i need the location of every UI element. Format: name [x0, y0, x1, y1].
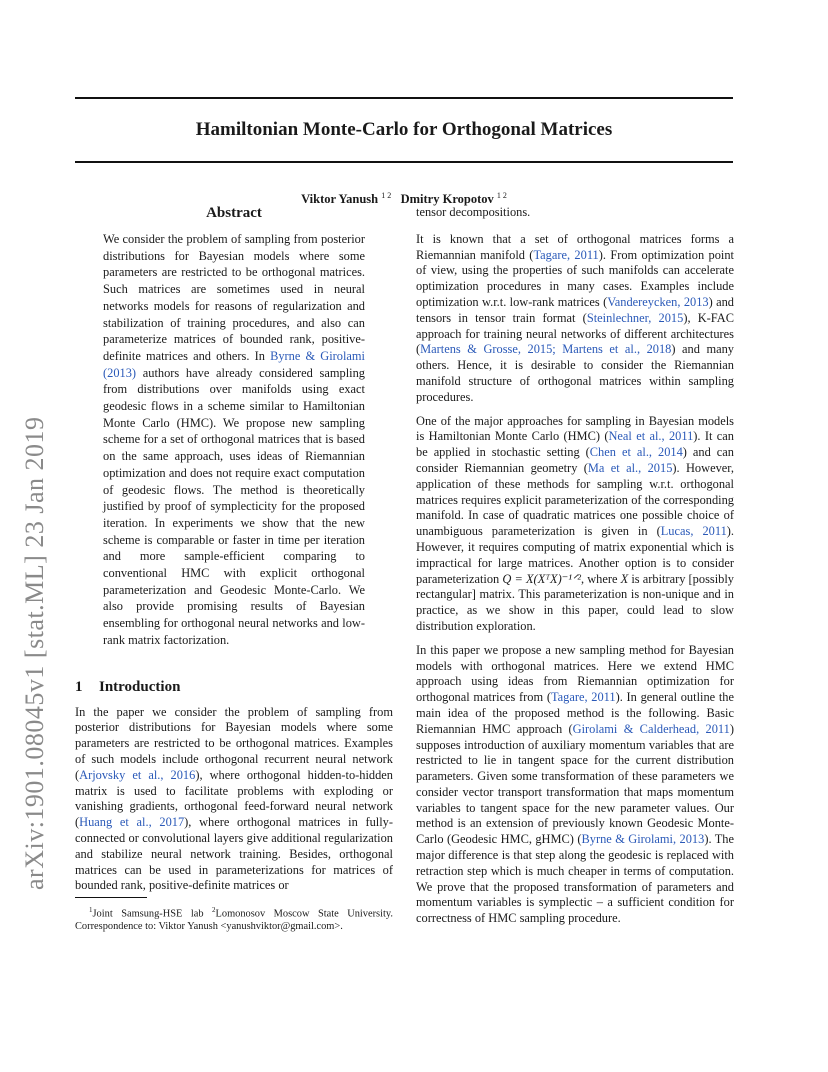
abstract-text: We consider the problem of sampling from posterior distributions for Bayesian models where some parameters are restricted to be orthogonal matrices. Such matrices are sometimes used in neural networks models for reasons of regularization and stabilization of training procedures, and also can parameterize matrices of bounded rank, positive-definite matrices and others. In Byrne & Girolami (2013) authors have already considered sampling from distributions over manifolds using exact geodesic flows in a scheme similar to Hamiltonian Monte Carlo (HMC). We propose new sampling scheme for a set of orthogonal matrices that is based on the same approach, uses ideas of Riemannian optimization and does not require exact computation of geodesic flows. The method is theoretically justified by proof of symplecticity for the proposed iteration. In experiments we show that the new scheme is comparable or faster in time per iteration and more sample-efficient comparing to conventional HMC with explicit orthogonal parameterization and Geodesic Monte-Carlo. We also provide promising results of Bayesian ensembling for orthogonal neural networks and low-rank matrix factorization. — [103, 232, 365, 647]
citation-link[interactable]: Neal et al., 2011 — [608, 429, 694, 444]
author-affiliation: 1 2 — [496, 191, 507, 200]
author-name: Dmitry Kropotov — [400, 192, 494, 207]
body-paragraph: It is known that a set of orthogonal matrices forms a Riemannian manifold (Tagare, 2011). From optimization point of view, using the properties of such manifolds can accelerate optimization procedures in many cases. Examples include optimization w.r.t. low-rank matrices (Vandereycken, 2013) and tensors in tensor train format (Steinlechner, 2015), K-FAC approach for training neural networks of different architectures (Martens & Grosse, 2015; Martens et al., 2018) and many others. Hence, it is desirable to consider the Riemannian manifold structure of orthogonal matrices within sampling procedures. — [416, 231, 735, 404]
citation-link[interactable]: Girolami & Calderhead, 2011 — [572, 721, 730, 736]
footnote-rule — [75, 897, 147, 898]
citation-link[interactable]: Vandereycken, 2013 — [607, 294, 709, 309]
section-title: Introduction — [99, 678, 181, 695]
citation-link[interactable]: Byrne & Girolami, 2013 — [581, 832, 705, 847]
right-column — [416, 205, 734, 935]
citation-link[interactable]: Tagare, 2011 — [550, 690, 616, 705]
math-expression: Q = X(XᵀX)⁻¹ᐟ² — [502, 571, 581, 586]
citation-link[interactable]: Huang et al., 2017 — [79, 815, 185, 830]
citation-link[interactable]: Lucas, 2011 — [660, 524, 727, 539]
title-rule-top — [75, 97, 733, 99]
continued-paragraph: tensor decompositions. — [416, 205, 531, 219]
section-number: 1 — [75, 678, 83, 695]
section-heading-introduction — [75, 679, 393, 696]
citation-link[interactable]: Steinlechner, 2015 — [586, 310, 684, 325]
citation-link[interactable]: Tagare, 2011 — [533, 247, 599, 262]
left-column — [75, 205, 393, 902]
body-paragraph: In this paper we propose a new sampling method for Bayesian models with orthogonal matrices. Here we extend HMC approach using ideas from Riemannian optimization for orthogonal matrices from (Tagare, 2011). In general outline the main idea of the proposed method is the following. Basic Riemannian HMC approach (Girolami & Calderhead, 2011) supposes introduction of auxiliary momentum variables that are restricted to lie in tangent space for the current distribution parameters. Given some transformation of these parameters we consider vector transport transformation that maps momentum variables to tangent space for the new parameter values. Our method is an extension of previously known Geodesic Monte-Carlo (Geodesic HMC, gHMC) (Byrne & Girolami, 2013). The major difference is that step along the geodesic is replaced with retraction step which is much cheaper in terms of computation. We prove that the proposed transformation of parameters and momentum variables is symplectic – a sufficient condition for correctness of HMC sampling procedure. — [416, 642, 735, 926]
citation-link[interactable]: Byrne & Girolami (2013) — [103, 348, 365, 380]
arxiv-stamp: arXiv:1901.08045v1 [stat.ML] 23 Jan 2019 — [20, 416, 49, 890]
author-name: Viktor Yanush — [301, 192, 379, 207]
citation-link[interactable]: Ma et al., 2015 — [587, 460, 673, 475]
footnote — [75, 897, 393, 933]
intro-paragraph: In the paper we consider the problem of sampling from posterior distributions for Bayesian models where some parameters are restricted to be orthogonal matrices. Examples of such models include orthogonal recurrent neural network (Arjovsky et al., 2016), where orthogonal hidden-to-hidden matrix is used to facilitate problems with exploding or vanishing gradients, orthogonal feed-forward neural network (Huang et al., 2017), where orthogonal matrices in fully-connected or convolutional layers give additional regularization and stabilize neural network training. Besides, orthogonal matrices can be used in parameterizations for matrices of bounded rank, positive-definite matrices or — [75, 704, 394, 893]
citation-link[interactable]: Arjovsky et al., 2016 — [79, 767, 196, 782]
paper-title: Hamiltonian Monte-Carlo for Orthogonal Matrices — [195, 119, 613, 140]
abstract-heading: Abstract — [206, 205, 262, 221]
citation-link[interactable]: Chen et al., 2014 — [589, 445, 683, 460]
footnote-text: $^1$Joint Samsung-HSE lab $^2$Lomonosov Moscow State University. Correspondence to: Viktor Yanush <yanushviktor@gmail.com>. — [75, 906, 393, 932]
math-variable: X — [620, 571, 629, 586]
body-paragraph: One of the major approaches for sampling in Bayesian models is Hamiltonian Monte Carlo (HMC) (Neal et al., 2011). It can be applied in stochastic setting (Chen et al., 2014) and can consider Riemannian geometry (Ma et al., 2015). However, application of these methods for sampling w.r.t. orthogonal matrices requires explicit parameterization of the corresponding manifold. In case of quadratic matrices one possible choice of unambiguous parameterization is given in (Lucas, 2011). However, it requires computing of matrix exponential which is impractical for large matrices. Another option is to consider parameterization Q = X(XᵀX)⁻¹ᐟ², where X is arbitrary [possibly rectangular] matrix. This parameterization is non-unique and in practice, as we show in this paper, could lead to slow distribution exploration. — [416, 413, 735, 633]
citation-link[interactable]: Martens & Grosse, 2015; Martens et al., 2018 — [420, 342, 672, 357]
author-affiliation: 1 2 — [381, 191, 392, 200]
title-rule-bottom — [75, 161, 733, 163]
